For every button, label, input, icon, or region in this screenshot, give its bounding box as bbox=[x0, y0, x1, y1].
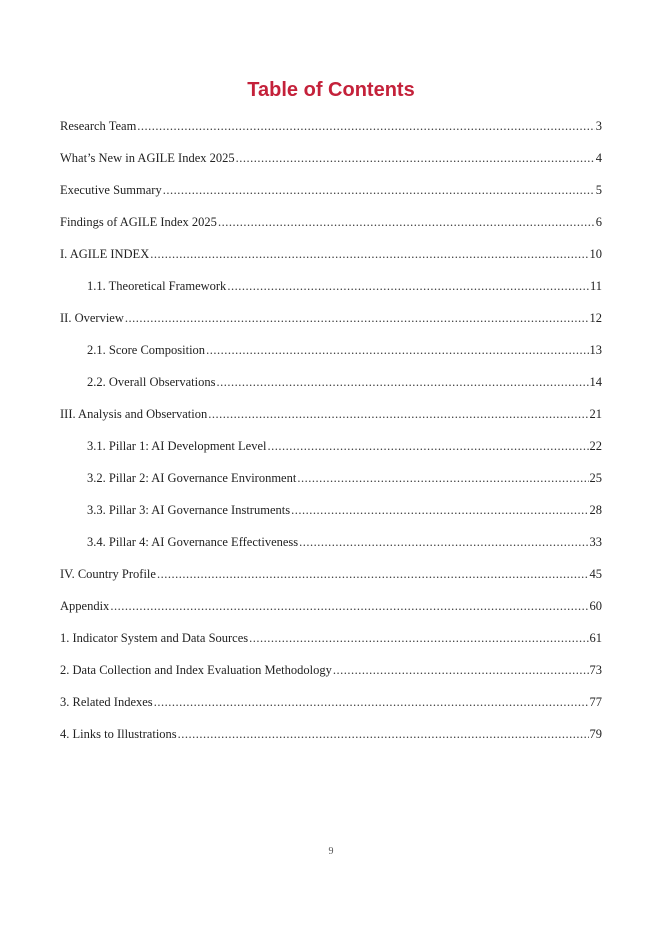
toc-dot-leader bbox=[236, 148, 595, 168]
toc-entry-label[interactable]: II. Overview bbox=[60, 311, 124, 325]
page-title: Table of Contents bbox=[247, 79, 415, 101]
toc-entry[interactable] bbox=[60, 308, 602, 340]
toc-entry[interactable] bbox=[60, 500, 602, 532]
toc-entry[interactable] bbox=[60, 660, 602, 692]
toc-entry-label[interactable]: What’s New in AGILE Index 2025 bbox=[60, 151, 235, 165]
toc-entry-page-number[interactable]: 21 bbox=[589, 407, 602, 421]
toc-entry-label[interactable]: Appendix bbox=[60, 599, 110, 613]
toc-dot-leader bbox=[218, 212, 595, 232]
toc-dot-leader bbox=[157, 564, 589, 584]
toc-entry[interactable] bbox=[60, 212, 602, 244]
toc-entry-page-number[interactable]: 11 bbox=[589, 279, 602, 293]
toc-dot-leader bbox=[216, 372, 588, 392]
toc-entry-page-number[interactable]: 14 bbox=[589, 375, 602, 389]
toc-entry-label[interactable]: 3.1. Pillar 1: AI Development Level bbox=[87, 439, 267, 453]
toc-entry-page-number[interactable]: 25 bbox=[589, 471, 602, 485]
toc-entry[interactable] bbox=[60, 532, 602, 564]
toc-entry-page-number[interactable]: 45 bbox=[589, 567, 602, 581]
toc-entry-page-number[interactable]: 4 bbox=[595, 151, 602, 165]
toc-dot-leader bbox=[154, 692, 589, 712]
toc-entry[interactable] bbox=[60, 340, 602, 372]
toc-entry-page-number[interactable]: 79 bbox=[589, 727, 602, 741]
toc-entry-label[interactable]: 3.2. Pillar 2: AI Governance Environment bbox=[87, 471, 297, 485]
toc-entry-label[interactable]: IV. Country Profile bbox=[60, 567, 156, 581]
toc-entry-label[interactable]: 3. Related Indexes bbox=[60, 695, 153, 709]
toc-entry[interactable] bbox=[60, 724, 602, 756]
toc-entry-label[interactable]: 2.2. Overall Observations bbox=[87, 375, 216, 389]
toc-dot-leader bbox=[125, 308, 589, 328]
toc-entry[interactable] bbox=[60, 372, 602, 404]
toc-entry-page-number[interactable]: 3 bbox=[595, 119, 602, 133]
toc-entry-page-number[interactable]: 73 bbox=[589, 663, 602, 677]
toc-entry-page-number[interactable]: 10 bbox=[589, 247, 602, 261]
toc-dot-leader bbox=[291, 500, 588, 520]
toc-entry-page-number[interactable]: 33 bbox=[589, 535, 602, 549]
toc-dot-leader bbox=[163, 180, 595, 200]
toc-entry[interactable] bbox=[60, 180, 602, 212]
toc-entry-label[interactable]: I. AGILE INDEX bbox=[60, 247, 150, 261]
toc-entry-label[interactable]: Research Team bbox=[60, 119, 137, 133]
page-number: 9 bbox=[328, 846, 334, 857]
toc-dot-leader bbox=[249, 628, 588, 648]
toc-entry[interactable] bbox=[60, 596, 602, 628]
toc-dot-leader bbox=[299, 532, 588, 552]
toc-entry-label[interactable]: III. Analysis and Observation bbox=[60, 407, 208, 421]
toc-entry[interactable] bbox=[60, 116, 602, 148]
toc-entry-label[interactable]: 2. Data Collection and Index Evaluation Methodology bbox=[60, 663, 332, 677]
toc-entry[interactable] bbox=[60, 436, 602, 468]
toc-entry[interactable] bbox=[60, 468, 602, 500]
toc-dot-leader bbox=[267, 436, 588, 456]
toc-dot-leader bbox=[208, 404, 588, 424]
toc-entry[interactable] bbox=[60, 244, 602, 276]
toc-entry-label[interactable]: 4. Links to Illustrations bbox=[60, 727, 177, 741]
toc-entry-page-number[interactable]: 60 bbox=[589, 599, 602, 613]
toc-entry-page-number[interactable]: 6 bbox=[595, 215, 602, 229]
toc-entry[interactable] bbox=[60, 276, 602, 308]
toc-dot-leader bbox=[227, 276, 589, 296]
toc-entry[interactable] bbox=[60, 148, 602, 180]
toc-entry-page-number[interactable]: 12 bbox=[589, 311, 602, 325]
toc-dot-leader bbox=[178, 724, 589, 744]
toc-entry[interactable] bbox=[60, 628, 602, 660]
toc-entry-page-number[interactable]: 13 bbox=[589, 343, 602, 357]
toc-entry-label[interactable]: 1. Indicator System and Data Sources bbox=[60, 631, 249, 645]
toc-dot-leader bbox=[150, 244, 588, 264]
toc-entry-label[interactable]: 3.3. Pillar 3: AI Governance Instruments bbox=[87, 503, 291, 517]
toc-entry-label[interactable]: Executive Summary bbox=[60, 183, 162, 197]
toc-entry-page-number[interactable]: 28 bbox=[589, 503, 602, 517]
toc-entry-page-number[interactable]: 5 bbox=[595, 183, 602, 197]
table-of-contents bbox=[60, 116, 602, 756]
toc-dot-leader bbox=[333, 660, 589, 680]
toc-entry[interactable] bbox=[60, 564, 602, 596]
toc-dot-leader bbox=[137, 116, 594, 136]
toc-dot-leader bbox=[297, 468, 588, 488]
toc-entry-label[interactable]: 2.1. Score Composition bbox=[87, 343, 206, 357]
toc-dot-leader bbox=[206, 340, 588, 360]
toc-entry-label[interactable]: Findings of AGILE Index 2025 bbox=[60, 215, 217, 229]
toc-entry[interactable] bbox=[60, 404, 602, 436]
toc-entry-label[interactable]: 3.4. Pillar 4: AI Governance Effectiveness bbox=[87, 535, 299, 549]
toc-entry-page-number[interactable]: 22 bbox=[589, 439, 602, 453]
toc-entry-label[interactable]: 1.1. Theoretical Framework bbox=[87, 279, 227, 293]
toc-entry[interactable] bbox=[60, 692, 602, 724]
toc-entry-page-number[interactable]: 61 bbox=[589, 631, 602, 645]
toc-entry-page-number[interactable]: 77 bbox=[589, 695, 602, 709]
toc-dot-leader bbox=[110, 596, 588, 616]
